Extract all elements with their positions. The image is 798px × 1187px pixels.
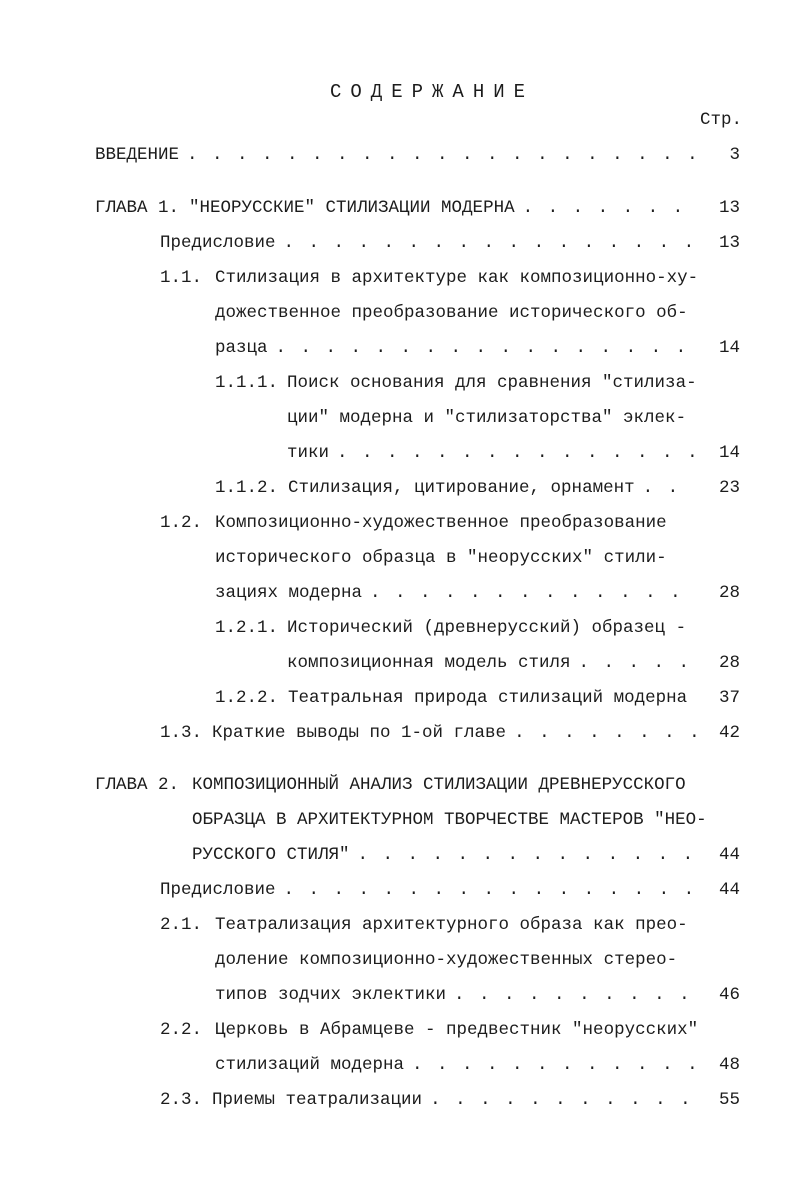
page-number: 14 <box>718 338 740 358</box>
dot-leader <box>430 1088 696 1112</box>
toc-entry-chapter-1[interactable] <box>95 196 740 220</box>
section-number: 1.3. <box>160 723 203 743</box>
entry-label: Театральная природа стилизаций модерна <box>288 688 688 708</box>
page-number: 14 <box>718 443 740 463</box>
toc-entry-1-1-2[interactable] <box>215 476 740 500</box>
dot-leader <box>187 143 696 167</box>
dot-leader <box>412 1053 696 1077</box>
entry-line: Церковь в Абрамцеве - предвестник "неорусских" <box>215 1020 699 1040</box>
entry-line: Исторический (древнерусский) образец - <box>287 618 687 638</box>
entry-line: исторического образца в "неорусских" стили- <box>215 548 667 568</box>
entry-line: доление композиционно-художественных стерео- <box>215 950 678 970</box>
page-number: 48 <box>718 1055 740 1075</box>
entry-label: ВВЕДЕНИЕ <box>95 145 180 165</box>
entry-label: Краткие выводы по 1-ой главе <box>212 723 507 743</box>
page-number: 28 <box>718 583 740 603</box>
section-number: 2.1. <box>160 915 203 935</box>
chapter-number: ГЛАВА 2. <box>95 775 180 795</box>
section-number: 1.1. <box>160 268 203 288</box>
section-number: 1.2. <box>160 513 203 533</box>
page-title: СОДЕРЖАНИЕ <box>330 81 535 103</box>
section-number: 1.1.2. <box>215 478 279 498</box>
page-number: 3 <box>729 145 740 165</box>
entry-label: Приемы театрализации <box>212 1090 423 1110</box>
page-number: 44 <box>718 845 740 865</box>
entry-line: Стилизация в архитектуре как композиционно-ху- <box>215 268 699 288</box>
entry-line: Поиск основания для сравнения "стилиза- <box>287 373 697 393</box>
toc-entry-chapter-1-preface[interactable] <box>160 231 740 255</box>
entry-line: Композиционно-художественное преобразование <box>215 513 667 533</box>
page-number: 46 <box>718 985 740 1005</box>
page-column-label: Стр. <box>700 110 743 130</box>
page-number: 44 <box>718 880 740 900</box>
entry-line: типов зодчих эклектики <box>215 985 447 1005</box>
entry-line: РУССКОГО СТИЛЯ" <box>192 845 350 865</box>
section-number: 1.1.1. <box>215 373 279 393</box>
entry-label: Стилизация, цитирование, орнамент <box>288 478 635 498</box>
dot-leader <box>579 651 696 675</box>
section-number: 1.2.1. <box>215 618 279 638</box>
entry-line: тики <box>287 443 330 463</box>
entry-line: ции" модерна и "стилизаторства" эклек- <box>287 408 687 428</box>
dot-leader <box>358 843 696 867</box>
entry-label: "НЕОРУССКИЕ" СТИЛИЗАЦИИ МОДЕРНА <box>189 198 515 218</box>
section-number: 1.2.2. <box>215 688 279 708</box>
dot-leader <box>337 441 696 465</box>
toc-entry-chapter-2-preface[interactable] <box>160 878 740 902</box>
entry-line: ОБРАЗЦА В АРХИТЕКТУРНОМ ТВОРЧЕСТВЕ МАСТЕРОВ "НЕО- <box>192 810 707 830</box>
page-number: 55 <box>718 1090 740 1110</box>
entry-line: разца <box>215 338 268 358</box>
dot-leader <box>514 721 696 745</box>
toc-entry-1-2-2[interactable] <box>215 686 740 710</box>
entry-line: стилизаций модерна <box>215 1055 405 1075</box>
entry-line: Театрализация архитектурного образа как прео- <box>215 915 688 935</box>
dot-leader <box>284 231 696 255</box>
dot-leader <box>643 476 696 500</box>
page-number: 13 <box>718 233 740 253</box>
page-number: 13 <box>718 198 740 218</box>
entry-label: Предисловие <box>160 233 276 253</box>
toc-entry-1-3[interactable] <box>160 721 740 745</box>
section-number: 2.2. <box>160 1020 203 1040</box>
dot-leader <box>454 983 696 1007</box>
page-number: 37 <box>718 688 740 708</box>
dot-leader <box>276 336 696 360</box>
entry-line: КОМПОЗИЦИОННЫЙ АНАЛИЗ СТИЛИЗАЦИИ ДРЕВНЕРУССКОГО <box>192 775 686 795</box>
page-number: 28 <box>718 653 740 673</box>
toc-entry-intro[interactable] <box>95 143 740 167</box>
dot-leader <box>284 878 696 902</box>
dot-leader <box>523 196 696 220</box>
toc-entry-2-3[interactable] <box>160 1088 740 1112</box>
entry-line: зациях модерна <box>215 583 363 603</box>
dot-leader <box>370 581 696 605</box>
entry-label: Предисловие <box>160 880 276 900</box>
chapter-number: ГЛАВА 1. <box>95 198 180 218</box>
section-number: 2.3. <box>160 1090 203 1110</box>
page-number: 23 <box>718 478 740 498</box>
entry-line: дожественное преобразование исторического об- <box>215 303 688 323</box>
entry-line: композиционная модель стиля <box>287 653 571 673</box>
page-number: 42 <box>718 723 740 743</box>
